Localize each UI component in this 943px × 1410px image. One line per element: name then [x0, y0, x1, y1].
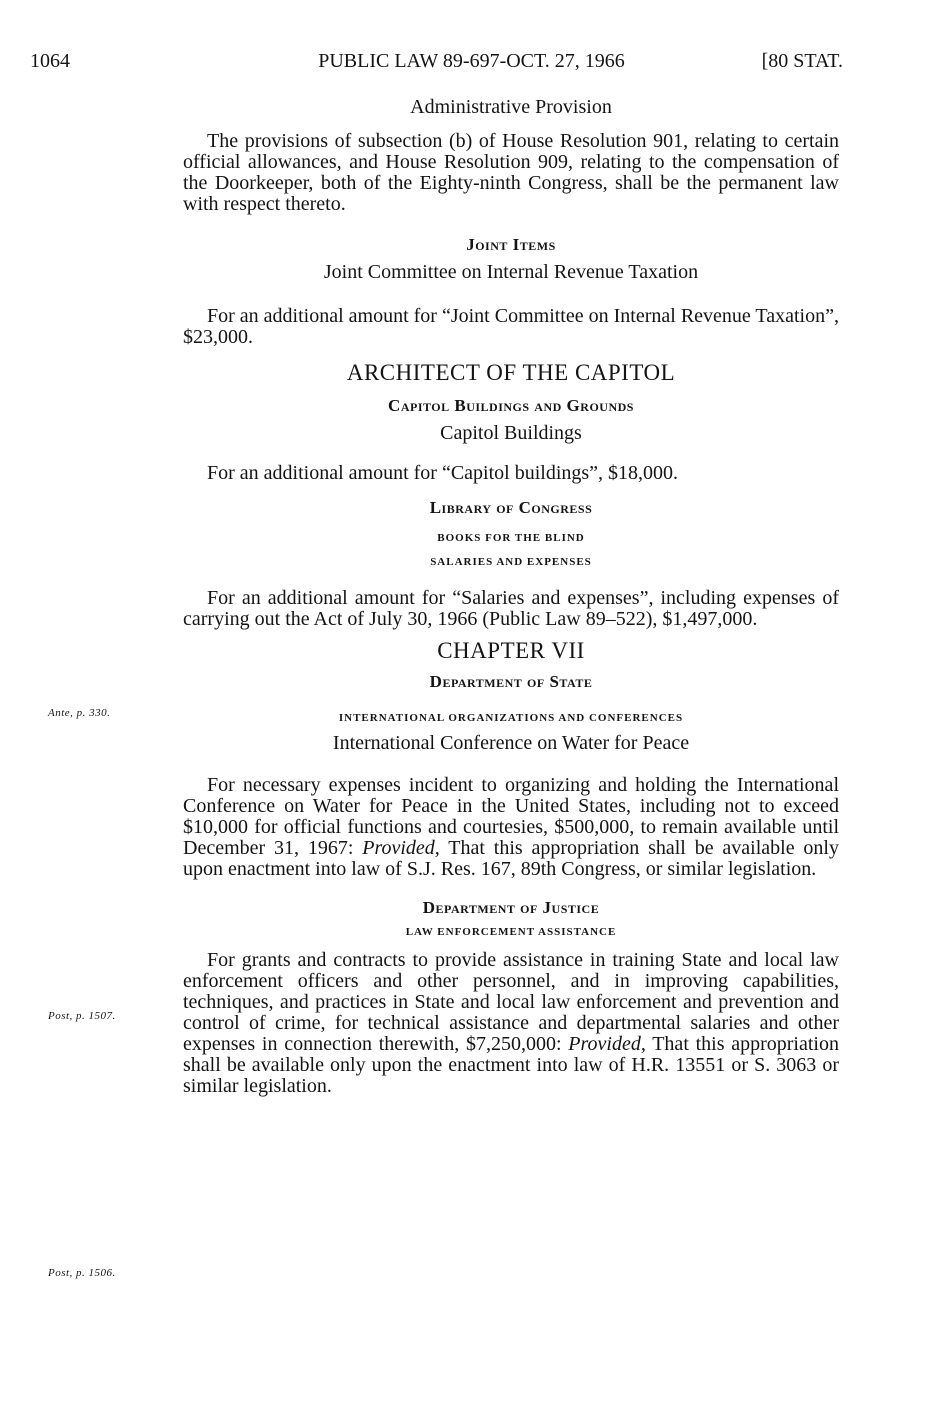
page-header [0, 50, 943, 76]
library-heading: Library of Congress [429, 498, 593, 517]
law-enforcement-subheading: LAW ENFORCEMENT ASSISTANCE [405, 926, 617, 938]
admin-heading: Administrative Provision [410, 96, 612, 118]
margin-note-post-1507: Post, p. 1507. [48, 1010, 116, 1022]
water-peace-subheading: International Conference on Water for Peace [332, 732, 690, 754]
dept-state-heading: Department of State [429, 672, 593, 691]
law-enforcement-provided: Provided, [568, 1033, 646, 1055]
capitol-buildings-paragraph: For an additional amount for “Capitol buildings”, $18,000. [207, 462, 679, 484]
library-paragraph: For an additional amount for “Salaries and expenses”, including expenses of carrying out the Act of July 30, 1966 (Public Law 89–522), $1,497,000. [183, 587, 839, 630]
architect-heading: ARCHITECT OF THE CAPITOL [346, 360, 676, 385]
salaries-expenses-subheading: SALARIES AND EXPENSES [430, 556, 592, 568]
joint-committee-subheading: Joint Committee on Internal Revenue Taxation [323, 261, 699, 283]
admin-paragraph: The provisions of subsection (b) of House Resolution 901, relating to certain official allowances, and House Resolution 909, relating to the compensation of the Doorkeeper, both of the Eighty-ninth Congress, shall be the permanent law with respect thereto. [183, 130, 839, 215]
capitol-buildings-subheading: Capitol Buildings [440, 422, 582, 444]
joint-committee-paragraph: For an additional amount for “Joint Committee on Internal Revenue Taxation”, $23,000. [183, 305, 839, 348]
dept-justice-heading: Department of Justice [422, 898, 600, 917]
water-peace-paragraph [183, 775, 839, 880]
joint-items-heading: Joint Items [466, 235, 556, 254]
intl-orgs-subheading: INTERNATIONAL ORGANIZATIONS AND CONFERENCES [338, 712, 684, 724]
water-peace-text-after: That this appropriation shall be available only upon enactment into law of S.J. Res. 167, 89th Congress, or similar legislation. [183, 837, 839, 880]
water-peace-text-before: For necessary expenses incident to organizing and holding the International Conference on Water for Peace in the United States, including not to exceed $10,000 for official functions and courtesies, $500,000, to remain available until December 31, 1967: [183, 774, 839, 859]
main-column [183, 95, 839, 1097]
chapter-heading: CHAPTER VII [437, 638, 585, 663]
books-blind-subheading: BOOKS FOR THE BLIND [437, 532, 585, 544]
capitol-grounds-subheading: Capitol Buildings and Grounds [388, 396, 634, 415]
margin-note-ante-330: Ante, p. 330. [48, 707, 111, 719]
statute-reference: [80 STAT. [761, 50, 843, 72]
page-number: 1064 [30, 50, 70, 72]
running-title: PUBLIC LAW 89-697-OCT. 27, 1966 [318, 50, 625, 72]
margin-note-post-1506: Post, p. 1506. [48, 1267, 116, 1279]
law-enforcement-paragraph [183, 950, 839, 1097]
law-enforcement-text-before: For grants and contracts to provide assistance in training State and local law enforcement officers and other personnel, and in improving capabilities, techniques, and practices in State and local law enforcement and prevention and control of crime, for technical assistance and departmental salaries and other expenses in connection therewith, $7,250,000: [183, 949, 839, 1055]
law-enforcement-text-after: That this appropriation shall be available only upon the enactment into law of H.R. 13551 or S. 3063 or similar legislation. [183, 1033, 839, 1097]
water-peace-provided: Provided, [362, 837, 440, 859]
